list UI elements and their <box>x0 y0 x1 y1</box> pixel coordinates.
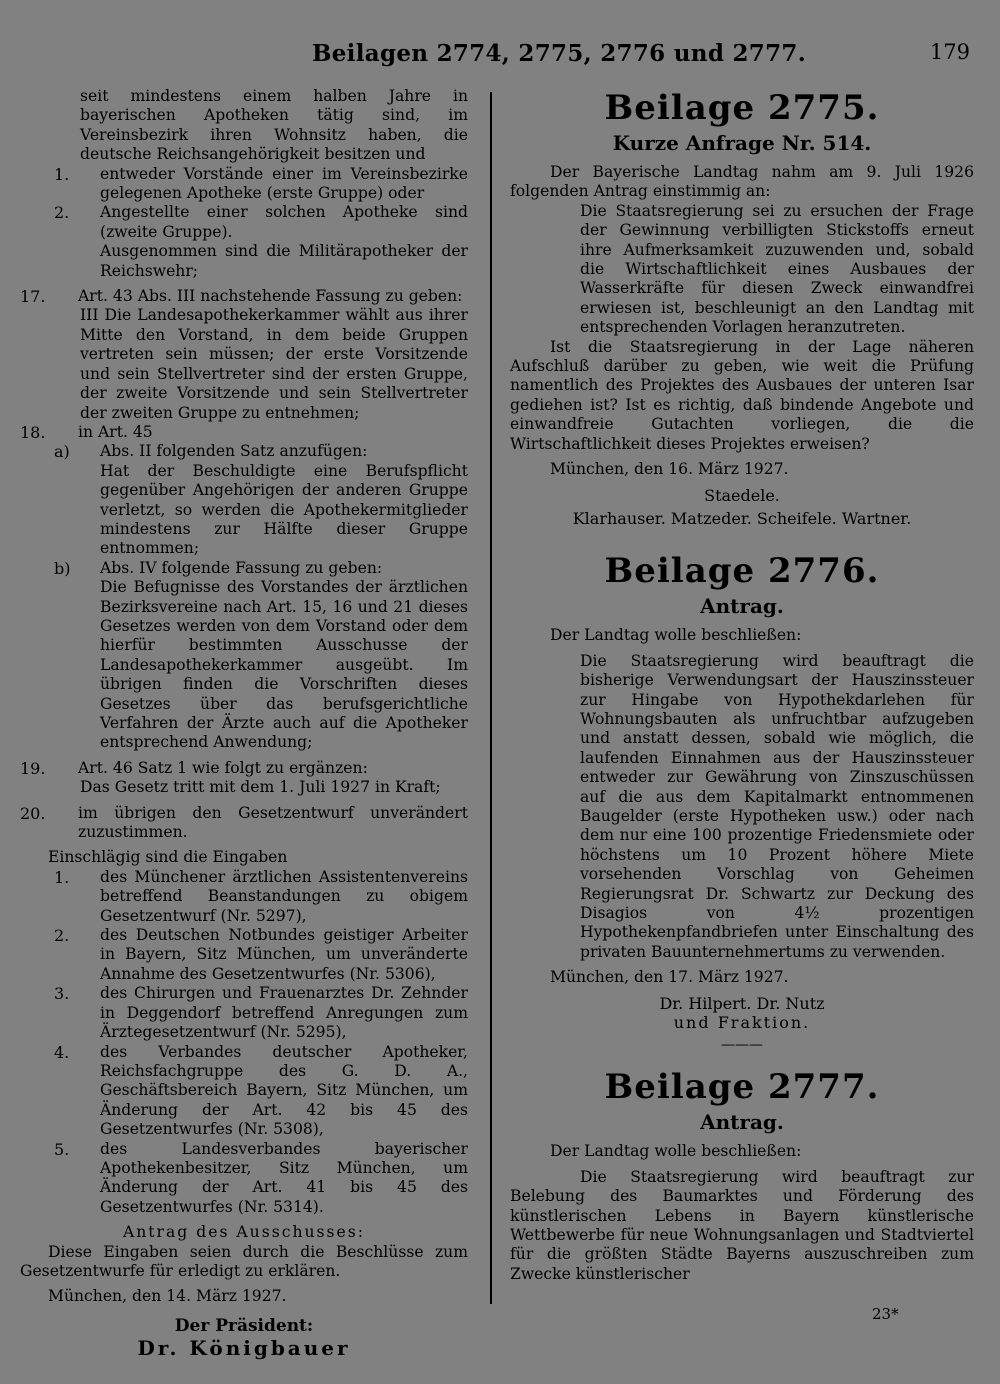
exception-note: Ausgenommen sind die Militärapotheker der Reichswehr; <box>100 242 468 280</box>
beilage-2775-cosigners: Klarhauser. Matzeder. Scheifele. Wartner. <box>572 508 912 528</box>
beilage-2775-title: Beilage 2775. <box>604 88 880 128</box>
signature-mark: 23* <box>872 1305 899 1323</box>
beilage-2776-subtitle: Antrag. <box>700 594 784 619</box>
section-divider: ——— <box>721 1037 763 1054</box>
beilage-2776-title: Beilage 2776. <box>604 551 880 592</box>
item-18a-body: Hat der Beschuldigte eine Berufspflicht gegenüber Angehörigen der anderen Gruppe verletzt, so werden die Apothekermitglieder mindestens zur Hälfte dieser Gruppe entnommen; <box>100 461 468 558</box>
list-item: 1. entweder Vorstände einer im Vereinsbezirke gelegenen Apotheke (erste Gruppe) oder <box>54 164 468 203</box>
beilage-2777-intro: Der Landtag wolle beschließen: <box>550 1142 802 1161</box>
item-18a: a) Abs. II folgenden Satz anzufügen: <box>54 442 368 462</box>
intro-paragraph: seit mindestens einem halben Jahre in bayerischen Apotheken tätig sind, im Vereinsbezirk ihren Wohnsitz haben, die deutsche Reichsangehörigkeit besitzen und <box>80 87 468 164</box>
beilage-2777-body: Die Staatsregierung wird beauftragt zur Belebung des Baumarktes und Förderung des künstlerischen Lebens in Bayern künstlerische Wettbewerbe für neue Wohnungsanlagen und Stadtviertel für die größten Städte Bayerns auszuschreiben zum Zwecke künstlerischer <box>510 1167 974 1283</box>
beilage-2776-signers: Dr. Hilpert. Dr. Nutz <box>659 993 825 1013</box>
beilage-2775-quote: Die Staatsregierung sei zu ersuchen der Frage der Gewinnung verbilligten Stickstoffs erneut ihre Aufmerksamkeit zuzuwenden und, sobald die Wirtschaftlichkeit eines Ausbaues der Wasserkräfte für diesen Zweck einwandfrei erwiesen ist, beschleunigt an den Landtag mit entsprechenden Vorlagen heranzutreten. <box>580 201 974 337</box>
running-title: Beilagen 2774, 2775, 2776 und 2777. <box>312 40 807 67</box>
president-name: Dr. Königbauer <box>137 1335 351 1360</box>
beilage-2777-title: Beilage 2777. <box>604 1067 880 1108</box>
item-18b: b) Abs. IV folgende Fassung zu geben: <box>54 558 383 578</box>
right-column <box>510 87 974 1284</box>
column-divider <box>490 92 492 1304</box>
eingaben-heading: Einschlägig sind die Eingaben <box>48 848 288 867</box>
list-item: 3. des Chirurgen und Frauenarztes Dr. Zehnder in Deggendorf betreffend Anregungen zum Ärztegesetzentwurf (Nr. 5295), <box>54 984 468 1042</box>
list-item: 5. des Landesverbandes bayerischer Apothekenbesitzer, Sitz München, um Änderung der Art. 41 bis 45 des Gesetzentwurfes (Nr. 5314). <box>54 1139 468 1216</box>
beilage-2776-intro: Der Landtag wolle beschließen: <box>550 626 802 645</box>
item-17: 17. Art. 43 Abs. III nachstehende Fassung zu geben: <box>20 287 463 307</box>
list-item: 2. des Deutschen Notbundes geistiger Arbeiter in Bayern, Sitz München, um unveränderte Annahme des Gesetzentwurfes (Nr. 5306), <box>54 926 468 983</box>
page-header <box>0 40 1000 70</box>
beilage-2775-subtitle: Kurze Anfrage Nr. 514. <box>612 131 872 155</box>
item-19: 19. Art. 46 Satz 1 wie folgt zu ergänzen: <box>20 758 368 778</box>
date-line: München, den 14. März 1927. <box>48 1287 287 1306</box>
item-18b-body: Die Befugnisse des Vorstandes der ärztlichen Bezirksvereine nach Art. 15, 16 und 21 dieses Gesetzes werden von dem Vorstand oder dem hierfür bestimmten Ausschusse der Landesapothekerkammer ausgeübt. Im übrigen finden die Vorschriften dieses Gesetzes über das berufsgerichtliche Verfahren der Ärzte auch auf die Apotheker entsprechend Anwendung; <box>100 578 468 752</box>
list-item: 1. des Münchener ärztlichen Assistentenvereins betreffend Beanstandungen zu obigem Gesetzentwurf (Nr. 5297), <box>54 867 468 925</box>
beilage-2775-signer: Staedele. <box>704 485 780 505</box>
item-20: 20. im übrigen den Gesetzentwurf unverändert zuzustimmen. <box>20 803 468 842</box>
beilage-2777-subtitle: Antrag. <box>700 1110 784 1135</box>
president-label: Der Präsident: <box>174 1315 314 1336</box>
item-18: 18. in Art. 45 <box>20 422 153 442</box>
list-item: 4. des Verbandes deutscher Apotheker, Reichsfachgruppe des G. D. A., Geschäftsbereich Bayern, Sitz München, um Änderung der Art. 42 bis 45 des Gesetzentwurfes (Nr. 5308), <box>54 1042 468 1139</box>
antrag-text: Diese Eingaben seien durch die Beschlüsse zum Gesetzentwurfe für erledigt zu erklären. <box>20 1242 468 1280</box>
beilage-2775-intro: Der Bayerische Landtag nahm am 9. Juli 1926 folgenden Antrag einstimmig an: <box>510 163 974 201</box>
item-17-body: III Die Landesapothekerkammer wählt aus ihrer Mitte den Vorstand, in dem beide Gruppen vertreten sein müssen; der erste Vorsitzende und sein Stellvertreter sind der ersten Gruppe, der zweite Vorsitzende und sein Stellvertreter der zweiten Gruppe zu entnehmen; <box>80 306 468 422</box>
list-item: 2. Angestellte einer solchen Apotheke sind (zweite Gruppe). <box>54 203 468 241</box>
beilage-2776-body: Die Staatsregierung wird beauftragt die bisherige Verwendungsart der Hauszinssteuer zur Hingabe von Hypothekdarlehen für Wohnungsbauten als unfruchtbar aufzugeben und anstatt dessen, sobald wie möglich, die laufenden Einnahmen aus der Hauszinssteuer entweder zur Gewährung von Zinszuschüssen auf die aus dem Kapitalmarkt entnommenen Baugelder (erste Hypotheken usw.) oder nach dem nur eine 100 prozentige Friedensmiete oder höchstens um 10 Prozent höhere Miete vorsehenden Vorschlag von Geheimen Regierungsrat Dr. Schwartz zur Deckung des Disagios von 4½ prozentigen Hypothekenpfandbriefen unter Einschaltung des privaten Bauunternehmertums zu verwenden. <box>580 651 974 961</box>
item-19-body: Das Gesetz tritt mit dem 1. Juli 1927 in Kraft; <box>80 778 441 797</box>
beilage-2776-fraktion: und Fraktion. <box>673 1013 811 1033</box>
antrag-heading: Antrag des Ausschusses: <box>122 1223 366 1242</box>
page-number: 179 <box>929 40 970 64</box>
beilage-2776-date: München, den 17. März 1927. <box>550 968 789 987</box>
beilage-2775-date: München, den 16. März 1927. <box>550 460 789 479</box>
left-column <box>20 87 468 1358</box>
beilage-2775-question: Ist die Staatsregierung in der Lage näheren Aufschluß darüber zu geben, wie weit die Prüfung namentlich des Projektes des Ausbaues der unteren Isar gediehen ist? Ist es richtig, daß bindende Angebote und einwandfreie Gutachten vorliegen, die die Wirtschaftlichkeit dieses Projektes erweisen? <box>510 337 974 453</box>
